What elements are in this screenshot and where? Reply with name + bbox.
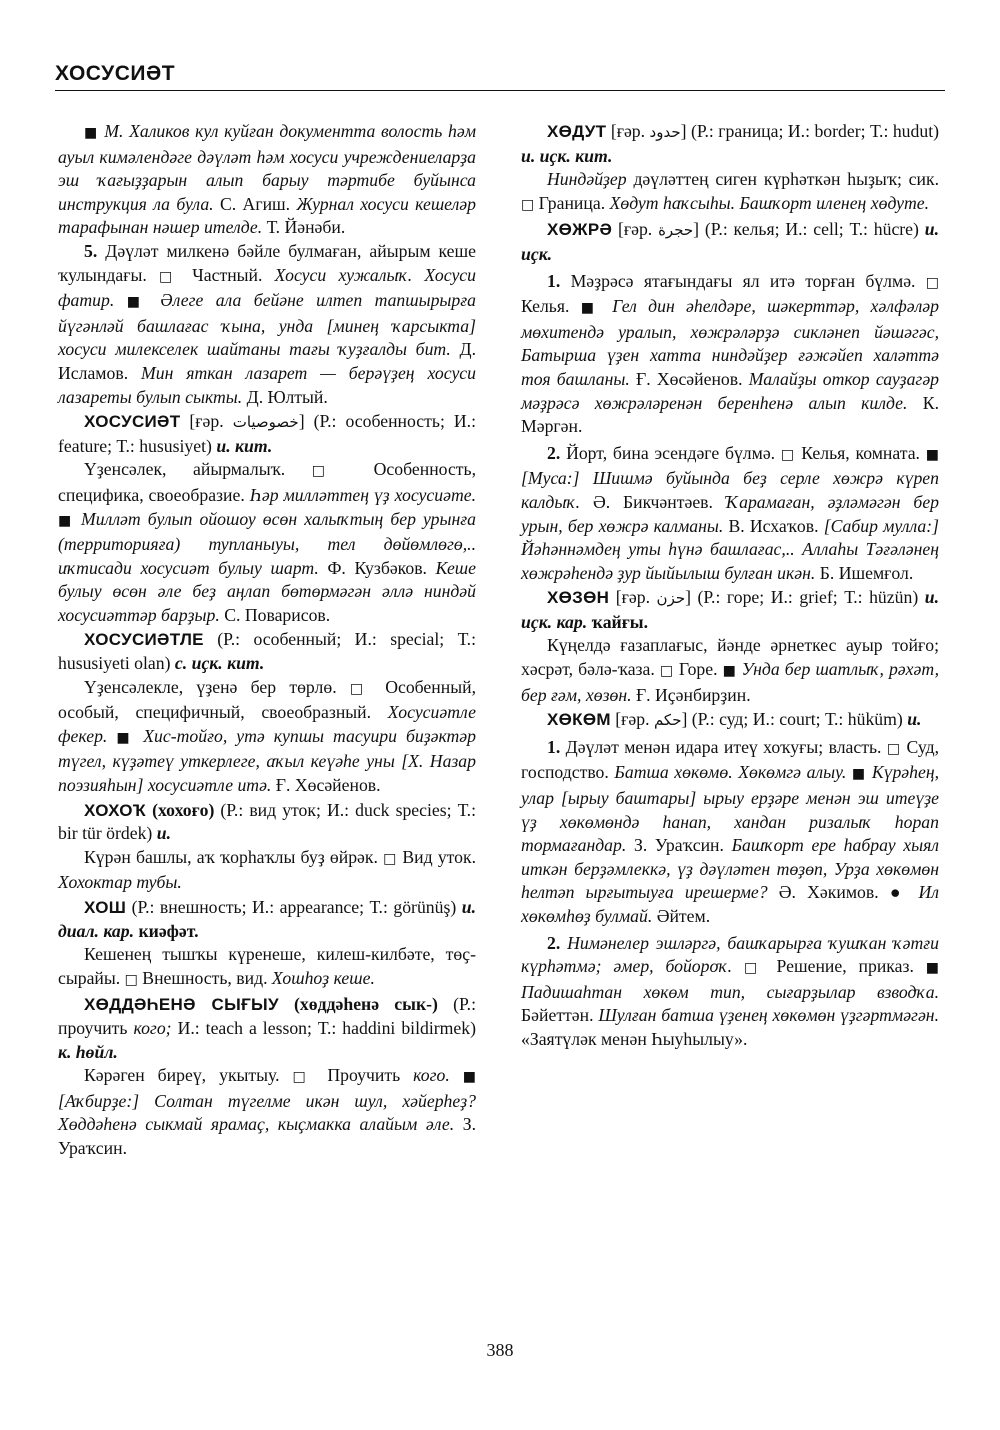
equivalent-object: кого; — [133, 1017, 172, 1038]
arabic-form: حجرة — [658, 221, 694, 240]
example-marker: ■ — [462, 1069, 476, 1086]
definition-paragraph — [58, 458, 476, 627]
translation-marker: □ — [743, 960, 765, 977]
sense-paragraph — [521, 442, 939, 586]
example-marker: ■ — [126, 294, 148, 311]
grammar-label: и. — [156, 823, 171, 844]
sense-paragraph — [58, 240, 476, 409]
russian-translation: Особенность, специфика, своеобразие. — [58, 459, 477, 505]
translation-marker: □ — [159, 268, 181, 285]
source-author: Ғ. Хөсәйенов. — [636, 368, 743, 389]
definition-text: Кешенең тышҡы күренеше, килеш-килбәте, төҫ-сырайы. — [58, 944, 476, 988]
right-column — [521, 120, 939, 1052]
left-column — [58, 120, 476, 1161]
equivalents: (Р.: особенный; И.: special; Т.: hususiyeti olan) — [58, 629, 476, 674]
sense-number: 2. — [547, 442, 561, 463]
example-text: Унда бер шатлыҡ, рәхәт, бер ғәм, хөзөн. — [521, 659, 939, 705]
translation-marker: □ — [383, 850, 398, 867]
example-text: Ил хөкөмһөҙ булмай. — [521, 882, 940, 926]
sense-paragraph — [521, 932, 939, 1052]
example-text: Башҡорт ере һабрау хыял иткән берҙәмлеккә, үҙ дәүләтен төҙөп, Урҙа хөкөмөн һелтәп ырғытыуға ирешерме? — [521, 835, 939, 903]
sense-paragraph — [521, 736, 939, 929]
equivalents: ] (Р.: горе; И.: grief; Т.: hüzün) — [685, 587, 919, 608]
example-text: Хошһоҙ кеше. — [271, 967, 375, 988]
source-author: Т. Йәнәби. — [266, 217, 346, 238]
definition-text: Мәҙрәсә ятағындағы ял итә торған бүлмә. — [570, 270, 916, 291]
definition-text: Йорт, бина эсендәге бүлмә. — [566, 442, 776, 463]
page-number: 388 — [486, 1340, 514, 1360]
definition-text: Кәрәген биреү, укытыу. — [84, 1065, 280, 1086]
source-author: Әйтем. — [656, 906, 711, 926]
example-text: [Аҡбирҙе:] Солтан түгелме икән шул, хәйерһеҙ? Хөддәһенә сыкмай ярамаҫ, кыҫмакка алайым әле. — [58, 1090, 476, 1135]
entry-heading-paragraph — [58, 799, 476, 846]
entry-heading-paragraph — [521, 218, 939, 266]
example-text: Малайҙы откор сауҙагәр мәҙрәсә хөжрәләренән беренһенә алып килде. — [521, 368, 940, 413]
translation-marker: □ — [780, 446, 796, 463]
example-text: Хис-тойғо, утә купшы тасуири биҙәктәр түгел, күҙәтеү уткерлеге, аҡыл кеүәһе уны [Х. Назар поэзияһын] хосусиәтле итә. — [58, 725, 477, 796]
sense-paragraph — [521, 270, 939, 439]
equivalents: (Р.: внешность; И.: appearance; Т.: görünüş) — [131, 897, 457, 917]
example-text: Күрәһең, улар [ырыу баштары] ырыу ерҙәре менән эш итеүҙе үҙ хөкөмөндә һанап, хандан ризалыҡ һорап тормағандар. — [521, 762, 940, 856]
header-rule — [55, 90, 945, 91]
example-text: Ҡарамаған, әҙләмәгән бер урын, бер хөжрә калманы. — [521, 491, 940, 536]
arabic-form: حزن — [656, 589, 686, 608]
russian-translation: Особенный, особый, специфичный, своеобразный. — [58, 676, 476, 723]
russian-translation: Внешность, вид. — [142, 967, 268, 988]
example-text: М. Халиков кул куйған документта волость һәм ауыл кимәлендәге дәүләт һәм хосуси учреждениеларҙа эш ҡағыҙҙарын алып барыу тәртибе буйынса инструкция ла була. — [58, 121, 477, 214]
definition-italic: Нимәнелер эшләргә, башҡарырға ҡушҡан ҡәтғи күрһәтмә; әмер, бойороҡ. — [521, 932, 939, 977]
example-text: [Сабир мулла:] Йәһәннәмдең уты һүнә башлағас,.. Аллаһы Тәғәләнең хөжрәһендә ҙур йыйылыш булған икән. — [521, 515, 940, 583]
arabic-form: خصوصيات — [232, 413, 299, 432]
arabic-form: حدود — [649, 123, 681, 141]
inflected-form: (хохоғо) — [152, 799, 215, 820]
headword: ХӨЗӨН — [547, 588, 610, 608]
translation-marker: □ — [349, 680, 372, 697]
definition-text: Үҙенсәлекле, үҙенә бер төрлө. — [84, 676, 337, 697]
definition-text: дәүләттең сиген күрһәткән һыҙыҡ; сик. — [633, 169, 939, 190]
grammar-label: к. һөйл. — [58, 1041, 118, 1062]
cross-reference: ҡайғы. — [591, 611, 649, 632]
source-author: С. Поварисов. — [224, 604, 331, 625]
example-text: Батша хөкөмө. Хөкөмгә алыу. — [614, 762, 847, 783]
example-text: Хөдут һаҡсыһы. Башҡорт иленең хөдуте. — [609, 192, 930, 213]
headword: ХОСУСИӘТЛЕ — [84, 630, 204, 650]
sense-number: 5. — [84, 240, 98, 261]
translation-marker: □ — [659, 663, 674, 680]
example-marker: ■ — [851, 766, 867, 783]
headword: ХӨДДӘҺЕНӘ СЫҒЫУ — [84, 995, 279, 1015]
example-text: Падишаһтан хөкөм тип, сығарҙылар взводҡа. — [521, 981, 939, 1002]
etymology-label: [ғәр. — [615, 709, 650, 730]
etymology-label: [ғәр. — [617, 219, 653, 240]
headword: ХӨКӨМ — [547, 710, 611, 730]
etymology-label: [ғәр. — [615, 587, 651, 608]
definition-paragraph — [521, 168, 939, 217]
russian-translation: Проучить — [327, 1065, 401, 1086]
translation-marker: □ — [124, 971, 138, 988]
source-author: К. Мәргән. — [521, 392, 939, 437]
equivalents: ] (Р.: суд; И.: court; Т.: hüküm) — [681, 709, 903, 730]
cross-reference: киәфәт. — [138, 920, 199, 941]
grammar-label: и. кит. — [216, 435, 273, 456]
source-author: В. Исхаҡов. — [728, 515, 819, 536]
translation-marker: □ — [292, 1069, 315, 1086]
equivalents: И.: teach a lesson; Т.: haddini bildirmek) — [177, 1017, 477, 1038]
grammar-label: и. иҫк. — [521, 219, 940, 264]
example-text: Шулған батша үҙенең хөкөмөн үҙгәртмәгән. — [598, 1005, 939, 1026]
definition-paragraph — [58, 676, 476, 798]
entry-heading-paragraph — [58, 993, 476, 1064]
grammar-label: с. иҫк. кит. — [174, 653, 265, 674]
example-text: Кеше булыу өсөн әле беҙ аңлап бөтөрмәгән әллә ниндәй хосусиәттәр барҙыр. — [58, 557, 477, 625]
translation-marker: □ — [925, 274, 940, 291]
source-author: З. Ураҡсин. — [58, 1114, 477, 1158]
source-author: С. Агиш. — [219, 193, 291, 214]
source-author: З. Ураҡсин. — [633, 835, 724, 856]
equivalents: (Р.: проучить — [58, 994, 477, 1038]
example-marker: ■ — [84, 125, 99, 141]
headword: ХӨДУТ — [547, 122, 607, 141]
russian-translation: Граница. — [538, 192, 606, 213]
example-text: Хосуси хужалыҡ. Хосуси фатир. — [58, 264, 476, 311]
source-author: Д. Исламов. — [58, 339, 476, 383]
example-marker: ■ — [580, 300, 601, 317]
example-text: Гел дин әһелдәре, шәкерттәр, хәлфәләр мөхитендә уралып, хөжрәләрҙә сикләнеп йәшәгәс, Батырша үҙен хатта ниндәйҙер ғәжәйеп халәттә тоя башланы. — [521, 296, 939, 389]
entry-heading-paragraph — [58, 410, 476, 458]
definition-text: Күңелдә ғазаплағыс, йәнде әрнеткес ауыр тойғо; хәсрәт, бәлә-ҡаза. — [521, 635, 939, 680]
translation-object: кого. — [413, 1065, 450, 1086]
source-author: Б. Ишемғол. — [819, 562, 914, 583]
example-text: Һәр милләттең үҙ хосусиәте. — [249, 484, 476, 505]
example-marker: ■ — [925, 446, 940, 463]
etymology-label: [ғәр. — [189, 411, 224, 432]
translation-marker: □ — [311, 463, 348, 480]
source-author: Ғ. Иҫәнбирҙин. — [635, 684, 751, 705]
entry-heading-paragraph — [58, 628, 476, 675]
entry-heading-paragraph — [58, 896, 476, 943]
translation-marker: □ — [886, 740, 902, 757]
arabic-form: حكم — [653, 711, 682, 730]
grammar-label: и. иҫк. кит. — [521, 145, 613, 166]
russian-translation: Келья, комната. — [801, 442, 920, 463]
source-author: Бәйеттән. — [521, 1005, 594, 1026]
example-marker: ■ — [925, 960, 940, 977]
definition-text: Күрән башлы, аҡ ҡорһаҡлы буҙ өйрәк. — [84, 846, 378, 867]
example-paragraph — [58, 120, 476, 240]
entry-heading-paragraph — [521, 708, 939, 733]
definition-italic: Ниндәйҙер — [547, 169, 627, 190]
sense-number: 2. — [547, 932, 561, 953]
grammar-label: и. диал. кар. — [58, 897, 477, 941]
source-author: Ә. Бикчәнтәев. — [592, 491, 713, 512]
running-head: ХОСУСИӘТ — [55, 62, 176, 85]
source-author: «Заятүләк менән Һыуһылыу». — [521, 1028, 748, 1049]
source-author: Ә. Хәкимов. — [778, 882, 879, 903]
source-author: Д. Юлтый. — [246, 386, 328, 407]
example-text: Милләт булып ойошоу өсөн халыҡтың бер урынға (территорияға) тупланыуы, тел дөйөмлөгө,.. иҡтисади хосусиәт булыу шарт. — [58, 508, 477, 578]
equivalents: ] (Р.: граница; И.: border; Т.: hudut) — [680, 121, 939, 141]
sense-number: 1. — [547, 270, 561, 291]
etymology-label: [ғәр. — [610, 121, 646, 141]
grammar-label: и. иҫк. кар. — [521, 587, 940, 632]
definition-paragraph — [58, 846, 476, 895]
definition-text: Дәүләт менән идара итеү хоҡуғы; власть. — [565, 736, 882, 757]
entry-heading-paragraph — [521, 120, 939, 168]
source-author: Ф. Кузбәков. — [327, 557, 427, 578]
equivalents: (Р.: вид уток; И.: duck species; Т.: bir tür ördek) — [58, 799, 476, 844]
russian-translation: Решение, приказ. — [776, 956, 914, 977]
entry-heading-paragraph — [521, 586, 939, 634]
russian-translation: Суд, господство. — [521, 736, 940, 783]
example-text: Журнал хосуси кешеләр тарафынан нәшер ителде. — [58, 193, 476, 238]
definition-text: Дәүләт милкенә бәйле булмаған, айырым кеше ҡулындағы. — [58, 240, 476, 285]
russian-translation: Келья. — [521, 296, 570, 317]
example-text: Хохоктар тубы. — [58, 872, 182, 893]
example-text: Мин яткан лазарет — берәүҙең хосуси лазареты булып сыкты. — [58, 362, 476, 407]
proverb-marker: ● — [889, 882, 908, 903]
sense-number: 1. — [547, 736, 561, 757]
grammar-label: и. — [907, 709, 922, 730]
example-text: [Муса:] Шишмә буйында беҙ серле хөжрә күреп калдыҡ. — [521, 468, 939, 512]
equivalents: ] (Р.: келья; И.: cell; Т.: hücre) — [693, 219, 919, 240]
definition-paragraph — [58, 943, 476, 992]
russian-translation: Вид уток. — [402, 846, 477, 867]
equivalents: ] (Р.: особенность; И.: feature; Т.: hususiyet) — [58, 411, 476, 456]
definition-text: Үҙенсәлек, айырмалыҡ. — [84, 459, 286, 480]
source-author: Ғ. Хөсәйенов. — [275, 775, 381, 796]
headword: ХОХОҠ — [84, 800, 147, 820]
headword: ХӨЖРӘ — [547, 220, 613, 240]
definition-paragraph — [58, 1064, 476, 1160]
translation-marker: □ — [521, 196, 535, 213]
example-marker: ■ — [116, 729, 135, 746]
russian-translation: Частный. — [192, 264, 263, 285]
inflected-form: (хөддәһенә сык-) — [294, 994, 438, 1015]
example-text: Әлеге ала бейәне илтеп тапшырырға йүгәнләй башлағас ҡына, унда [минең ҡарсыкта] хосуси милекселек шайтаны тағы ҡуҙғалды бит. — [58, 290, 477, 360]
example-marker: ■ — [58, 512, 74, 529]
example-marker: ■ — [722, 663, 737, 680]
headword: ХОШ — [84, 898, 127, 917]
definition-paragraph — [521, 634, 939, 707]
russian-translation: Горе. — [678, 659, 718, 680]
headword: ХОСУСИӘТ — [84, 412, 181, 432]
example-text: Хосусиәтле фекер. — [58, 702, 476, 746]
